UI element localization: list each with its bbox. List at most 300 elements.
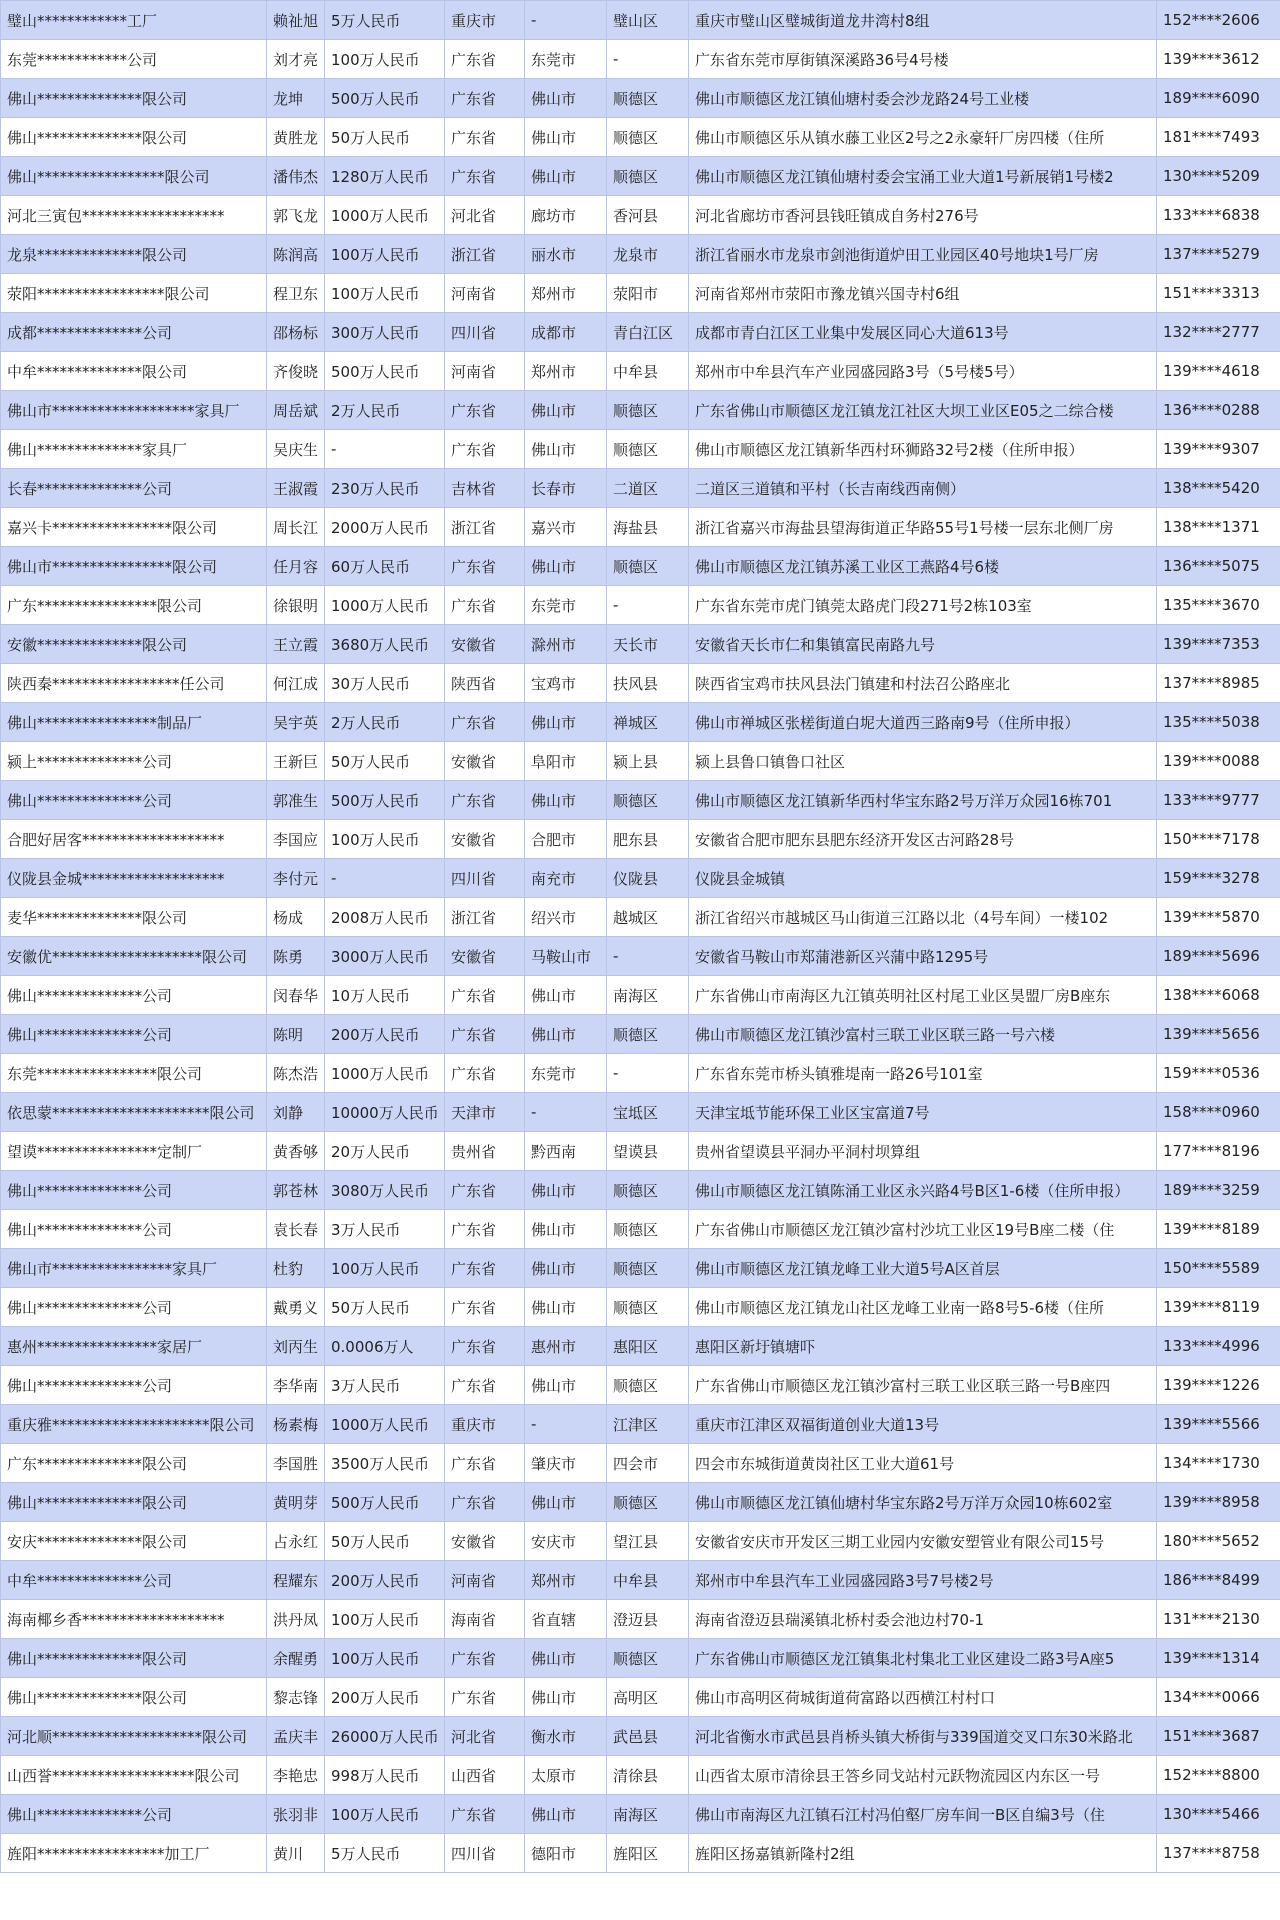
cell-company: 佛山市****************家具厂 <box>1 1249 267 1288</box>
cell-city: 佛山市 <box>525 781 607 820</box>
cell-capital: 100万人民币 <box>325 1600 445 1639</box>
table-row <box>1 235 1280 274</box>
cell-province: 安徽省 <box>445 820 525 859</box>
cell-province: 四川省 <box>445 313 525 352</box>
cell-district: 惠阳区 <box>607 1327 689 1366</box>
cell-capital: 100万人民币 <box>325 235 445 274</box>
cell-person: 闵春华 <box>267 976 325 1015</box>
cell-phone: 139****3612 <box>1157 40 1280 79</box>
cell-city: 太原市 <box>525 1756 607 1795</box>
cell-phone: 131****2130 <box>1157 1600 1280 1639</box>
cell-city: 廊坊市 <box>525 196 607 235</box>
cell-person: 李华南 <box>267 1366 325 1405</box>
table-row <box>1 391 1280 430</box>
cell-address: 佛山市顺德区龙江镇新华西村环狮路32号2楼（住所申报） <box>689 430 1157 469</box>
cell-address: 安徽省安庆市开发区三期工业园内安徽安塑管业有限公司15号 <box>689 1522 1157 1561</box>
cell-person: 黄明芽 <box>267 1483 325 1522</box>
cell-address: 安徽省天长市仁和集镇富民南路九号 <box>689 625 1157 664</box>
cell-company: 佛山市*******************家具厂 <box>1 391 267 430</box>
cell-address: 佛山市顺德区龙江镇龙峰工业大道5号A区首层 <box>689 1249 1157 1288</box>
cell-district: 顺德区 <box>607 157 689 196</box>
cell-district: 顺德区 <box>607 1639 689 1678</box>
cell-district: 南海区 <box>607 976 689 1015</box>
cell-city: 南充市 <box>525 859 607 898</box>
cell-city: 佛山市 <box>525 430 607 469</box>
cell-city: 东莞市 <box>525 1054 607 1093</box>
cell-city: 长春市 <box>525 469 607 508</box>
cell-district: 望江县 <box>607 1522 689 1561</box>
cell-phone: 150****5589 <box>1157 1249 1280 1288</box>
table-row <box>1 430 1280 469</box>
cell-address: 佛山市顺德区龙江镇陈涌工业区永兴路4号B区1-6楼（住所申报） <box>689 1171 1157 1210</box>
cell-company: 佛山**************限公司 <box>1 1678 267 1717</box>
cell-city: 佛山市 <box>525 157 607 196</box>
cell-capital: 50万人民币 <box>325 742 445 781</box>
cell-phone: 139****1226 <box>1157 1366 1280 1405</box>
cell-capital: 2008万人民币 <box>325 898 445 937</box>
cell-city: 省直辖 <box>525 1600 607 1639</box>
cell-company: 荥阳*****************限公司 <box>1 274 267 313</box>
cell-company: 长春**************公司 <box>1 469 267 508</box>
cell-person: 杨素梅 <box>267 1405 325 1444</box>
cell-city: 佛山市 <box>525 547 607 586</box>
table-row <box>1 1171 1280 1210</box>
cell-district: 四会市 <box>607 1444 689 1483</box>
cell-company: 安徽优********************限公司 <box>1 937 267 976</box>
cell-capital: 60万人民币 <box>325 547 445 586</box>
cell-address: 海南省澄迈县瑞溪镇北桥村委会池边村70-1 <box>689 1600 1157 1639</box>
table-row <box>1 781 1280 820</box>
cell-person: 郭苍林 <box>267 1171 325 1210</box>
cell-capital: 230万人民币 <box>325 469 445 508</box>
table-row <box>1 547 1280 586</box>
cell-province: 广东省 <box>445 1678 525 1717</box>
cell-district: 顺德区 <box>607 430 689 469</box>
cell-capital: 5万人民币 <box>325 1834 445 1873</box>
cell-capital: 100万人民币 <box>325 40 445 79</box>
cell-city: 绍兴市 <box>525 898 607 937</box>
cell-province: 陕西省 <box>445 664 525 703</box>
cell-city: 佛山市 <box>525 703 607 742</box>
cell-phone: 130****5209 <box>1157 157 1280 196</box>
cell-company: 陕西秦*****************任公司 <box>1 664 267 703</box>
cell-company: 安庆**************限公司 <box>1 1522 267 1561</box>
cell-city: 滁州市 <box>525 625 607 664</box>
cell-province: 广东省 <box>445 781 525 820</box>
cell-address: 旌阳区扬嘉镇新隆村2组 <box>689 1834 1157 1873</box>
cell-person: 李付元 <box>267 859 325 898</box>
cell-city: 东莞市 <box>525 40 607 79</box>
cell-city: 衡水市 <box>525 1717 607 1756</box>
cell-address: 浙江省绍兴市越城区马山街道三江路以北（4号车间）一楼102 <box>689 898 1157 937</box>
table-row <box>1 1483 1280 1522</box>
table-row <box>1 1210 1280 1249</box>
cell-phone: 133****9777 <box>1157 781 1280 820</box>
cell-address: 安徽省马鞍山市郑蒲港新区兴蒲中路1295号 <box>689 937 1157 976</box>
cell-district: 顺德区 <box>607 1366 689 1405</box>
table-row <box>1 1639 1280 1678</box>
cell-province: 广东省 <box>445 1171 525 1210</box>
cell-company: 佛山**************限公司 <box>1 1483 267 1522</box>
table-row <box>1 586 1280 625</box>
cell-address: 颍上县鲁口镇鲁口社区 <box>689 742 1157 781</box>
table-row <box>1 976 1280 1015</box>
cell-person: 何江成 <box>267 664 325 703</box>
cell-phone: 139****5656 <box>1157 1015 1280 1054</box>
cell-person: 黎志锋 <box>267 1678 325 1717</box>
cell-capital: 3680万人民币 <box>325 625 445 664</box>
cell-capital: 1000万人民币 <box>325 1405 445 1444</box>
cell-person: 黄胜龙 <box>267 118 325 157</box>
cell-city: 佛山市 <box>525 1639 607 1678</box>
cell-person: 王新巨 <box>267 742 325 781</box>
table-row <box>1 40 1280 79</box>
cell-district: - <box>607 1054 689 1093</box>
cell-person: 黄香够 <box>267 1132 325 1171</box>
table-row <box>1 937 1280 976</box>
cell-phone: 139****8189 <box>1157 1210 1280 1249</box>
cell-capital: 5万人民币 <box>325 1 445 40</box>
cell-capital: 3000万人民币 <box>325 937 445 976</box>
cell-address: 广东省佛山市顺德区龙江镇集北村集北工业区建设二路3号A座5 <box>689 1639 1157 1678</box>
table-row <box>1 1093 1280 1132</box>
cell-capital: 30万人民币 <box>325 664 445 703</box>
cell-address: 二道区三道镇和平村（长吉南线西南侧） <box>689 469 1157 508</box>
cell-capital: 0.0006万人 <box>325 1327 445 1366</box>
cell-city: 佛山市 <box>525 976 607 1015</box>
cell-person: 李国胜 <box>267 1444 325 1483</box>
cell-person: 杜豹 <box>267 1249 325 1288</box>
cell-address: 佛山市顺德区乐从镇水藤工业区2号之2永豪轩厂房四楼（住所 <box>689 118 1157 157</box>
cell-company: 山西誉*******************限公司 <box>1 1756 267 1795</box>
cell-phone: 137****8985 <box>1157 664 1280 703</box>
cell-person: 袁长春 <box>267 1210 325 1249</box>
table-row <box>1 118 1280 157</box>
cell-company: 中牟**************公司 <box>1 1561 267 1600</box>
cell-city: 佛山市 <box>525 79 607 118</box>
cell-company: 仪陇县金城******************* <box>1 859 267 898</box>
cell-address: 广东省东莞市虎门镇莞太路虎门段271号2栋103室 <box>689 586 1157 625</box>
cell-company: 佛山**************公司 <box>1 781 267 820</box>
cell-address: 佛山市顺德区龙江镇仙塘村委会沙龙路24号工业楼 <box>689 79 1157 118</box>
cell-capital: 1000万人民币 <box>325 196 445 235</box>
cell-address: 广东省佛山市顺德区龙江镇沙富村三联工业区联三路一号B座四 <box>689 1366 1157 1405</box>
cell-phone: 186****8499 <box>1157 1561 1280 1600</box>
cell-address: 山西省太原市清徐县王答乡同戈站村元跃物流园区内东区一号 <box>689 1756 1157 1795</box>
cell-capital: 2000万人民币 <box>325 508 445 547</box>
cell-district: 仪陇县 <box>607 859 689 898</box>
cell-address: 佛山市顺德区龙江镇新华西村华宝东路2号万洋万众园16栋701 <box>689 781 1157 820</box>
cell-phone: 136****5075 <box>1157 547 1280 586</box>
cell-capital: 3080万人民币 <box>325 1171 445 1210</box>
cell-district: 宝坻区 <box>607 1093 689 1132</box>
cell-company: 海南椰乡香******************* <box>1 1600 267 1639</box>
cell-phone: 133****4996 <box>1157 1327 1280 1366</box>
table-row <box>1 469 1280 508</box>
cell-person: 赖祉旭 <box>267 1 325 40</box>
cell-person: 洪丹凤 <box>267 1600 325 1639</box>
cell-address: 广东省东莞市厚街镇深溪路36号4号楼 <box>689 40 1157 79</box>
cell-person: 陈勇 <box>267 937 325 976</box>
cell-province: 广东省 <box>445 1210 525 1249</box>
cell-district: 肥东县 <box>607 820 689 859</box>
cell-phone: 189****6090 <box>1157 79 1280 118</box>
cell-company: 璧山************工厂 <box>1 1 267 40</box>
cell-province: 广东省 <box>445 118 525 157</box>
cell-phone: 135****5038 <box>1157 703 1280 742</box>
cell-company: 佛山**************公司 <box>1 1210 267 1249</box>
cell-capital: 500万人民币 <box>325 1483 445 1522</box>
cell-city: 佛山市 <box>525 1288 607 1327</box>
cell-capital: 10万人民币 <box>325 976 445 1015</box>
cell-person: 刘才亮 <box>267 40 325 79</box>
cell-phone: 139****7353 <box>1157 625 1280 664</box>
table-row <box>1 1834 1280 1873</box>
table-row <box>1 1678 1280 1717</box>
cell-phone: 134****0066 <box>1157 1678 1280 1717</box>
cell-city: 佛山市 <box>525 1249 607 1288</box>
cell-company: 佛山*****************限公司 <box>1 157 267 196</box>
cell-person: 王淑霞 <box>267 469 325 508</box>
cell-province: 广东省 <box>445 586 525 625</box>
cell-district: 澄迈县 <box>607 1600 689 1639</box>
cell-province: 贵州省 <box>445 1132 525 1171</box>
cell-address: 安徽省合肥市肥东县肥东经济开发区古河路28号 <box>689 820 1157 859</box>
cell-province: 广东省 <box>445 157 525 196</box>
cell-district: 望谟县 <box>607 1132 689 1171</box>
cell-city: 合肥市 <box>525 820 607 859</box>
cell-address: 河北省衡水市武邑县肖桥头镇大桥街与339国道交叉口东30米路北 <box>689 1717 1157 1756</box>
cell-phone: 189****3259 <box>1157 1171 1280 1210</box>
cell-province: 河南省 <box>445 352 525 391</box>
cell-company: 佛山**************公司 <box>1 1015 267 1054</box>
cell-phone: 158****0960 <box>1157 1093 1280 1132</box>
cell-address: 天津宝坻节能环保工业区宝富道7号 <box>689 1093 1157 1132</box>
table-row <box>1 1795 1280 1834</box>
cell-address: 佛山市顺德区龙江镇仙塘村委会宝涌工业大道1号新展销1号楼2 <box>689 157 1157 196</box>
cell-phone: 151****3687 <box>1157 1717 1280 1756</box>
cell-phone: 138****6068 <box>1157 976 1280 1015</box>
cell-person: 张羽非 <box>267 1795 325 1834</box>
cell-address: 成都市青白江区工业集中发展区同心大道613号 <box>689 313 1157 352</box>
table-row <box>1 1288 1280 1327</box>
table-row <box>1 742 1280 781</box>
cell-district: 龙泉市 <box>607 235 689 274</box>
cell-capital: 100万人民币 <box>325 820 445 859</box>
cell-province: 河南省 <box>445 1561 525 1600</box>
cell-phone: 139****5870 <box>1157 898 1280 937</box>
cell-address: 佛山市顺德区龙江镇苏溪工业区工燕路4号6楼 <box>689 547 1157 586</box>
cell-city: 肇庆市 <box>525 1444 607 1483</box>
cell-capital: 3万人民币 <box>325 1366 445 1405</box>
cell-district: 香河县 <box>607 196 689 235</box>
cell-district: 江津区 <box>607 1405 689 1444</box>
cell-province: 浙江省 <box>445 898 525 937</box>
cell-phone: 181****7493 <box>1157 118 1280 157</box>
cell-address: 河南省郑州市荥阳市豫龙镇兴国寺村6组 <box>689 274 1157 313</box>
cell-capital: 2万人民币 <box>325 391 445 430</box>
cell-district: - <box>607 40 689 79</box>
cell-city: 佛山市 <box>525 1795 607 1834</box>
cell-person: 余醒勇 <box>267 1639 325 1678</box>
cell-province: 广东省 <box>445 40 525 79</box>
cell-capital: 500万人民币 <box>325 79 445 118</box>
cell-company: 惠州****************家居厂 <box>1 1327 267 1366</box>
cell-phone: 136****0288 <box>1157 391 1280 430</box>
cell-company: 佛山**************公司 <box>1 1288 267 1327</box>
table-row <box>1 820 1280 859</box>
table-row <box>1 79 1280 118</box>
cell-district: 扶风县 <box>607 664 689 703</box>
cell-city: 郑州市 <box>525 352 607 391</box>
cell-district: 顺德区 <box>607 1210 689 1249</box>
cell-city: - <box>525 1093 607 1132</box>
table-row <box>1 352 1280 391</box>
cell-province: 重庆市 <box>445 1405 525 1444</box>
cell-city: 郑州市 <box>525 1561 607 1600</box>
cell-capital: 1280万人民币 <box>325 157 445 196</box>
cell-address: 贵州省望谟县平洞办平洞村坝算组 <box>689 1132 1157 1171</box>
cell-address: 河北省廊坊市香河县钱旺镇成自务村276号 <box>689 196 1157 235</box>
cell-province: 重庆市 <box>445 1 525 40</box>
cell-province: 安徽省 <box>445 1522 525 1561</box>
cell-person: 程耀东 <box>267 1561 325 1600</box>
cell-address: 郑州市中牟县汽车产业园盛园路3号（5号楼5号） <box>689 352 1157 391</box>
cell-province: 广东省 <box>445 79 525 118</box>
table-row <box>1 196 1280 235</box>
cell-person: 刘丙生 <box>267 1327 325 1366</box>
cell-capital: - <box>325 430 445 469</box>
cell-person: 周岳斌 <box>267 391 325 430</box>
cell-company: 龙泉**************限公司 <box>1 235 267 274</box>
cell-phone: 159****0536 <box>1157 1054 1280 1093</box>
cell-province: 广东省 <box>445 1327 525 1366</box>
cell-city: 嘉兴市 <box>525 508 607 547</box>
cell-person: 戴勇义 <box>267 1288 325 1327</box>
cell-district: 璧山区 <box>607 1 689 40</box>
cell-person: 邵杨标 <box>267 313 325 352</box>
table-row <box>1 1444 1280 1483</box>
cell-company: 成都**************公司 <box>1 313 267 352</box>
cell-phone: 135****3670 <box>1157 586 1280 625</box>
cell-city: 黔西南 <box>525 1132 607 1171</box>
cell-province: 广东省 <box>445 1639 525 1678</box>
cell-phone: 177****8196 <box>1157 1132 1280 1171</box>
cell-company: 东莞************公司 <box>1 40 267 79</box>
cell-city: 阜阳市 <box>525 742 607 781</box>
cell-person: 周长江 <box>267 508 325 547</box>
cell-city: 佛山市 <box>525 1015 607 1054</box>
cell-district: - <box>607 586 689 625</box>
cell-company: 佛山****************制品厂 <box>1 703 267 742</box>
cell-phone: 139****8119 <box>1157 1288 1280 1327</box>
cell-city: 佛山市 <box>525 1366 607 1405</box>
cell-province: 广东省 <box>445 1054 525 1093</box>
cell-province: 广东省 <box>445 547 525 586</box>
cell-person: 李艳忠 <box>267 1756 325 1795</box>
cell-address: 惠阳区新圩镇塘吓 <box>689 1327 1157 1366</box>
cell-district: 旌阳区 <box>607 1834 689 1873</box>
cell-capital: 50万人民币 <box>325 1288 445 1327</box>
cell-phone: 137****5279 <box>1157 235 1280 274</box>
cell-district: 顺德区 <box>607 1483 689 1522</box>
cell-province: 广东省 <box>445 1366 525 1405</box>
table-row <box>1 1015 1280 1054</box>
cell-capital: 50万人民币 <box>325 1522 445 1561</box>
table-row <box>1 1132 1280 1171</box>
cell-address: 重庆市璧山区璧城街道龙井湾村8组 <box>689 1 1157 40</box>
cell-capital: 998万人民币 <box>325 1756 445 1795</box>
cell-address: 广东省佛山市南海区九江镇英明社区村尾工业区昊盟厂房B座东 <box>689 976 1157 1015</box>
cell-phone: 159****3278 <box>1157 859 1280 898</box>
table-row <box>1 274 1280 313</box>
cell-province: 广东省 <box>445 430 525 469</box>
cell-address: 仪陇县金城镇 <box>689 859 1157 898</box>
cell-district: 顺德区 <box>607 781 689 820</box>
cell-person: 齐俊晓 <box>267 352 325 391</box>
cell-district: 颍上县 <box>607 742 689 781</box>
cell-address: 重庆市江津区双福街道创业大道13号 <box>689 1405 1157 1444</box>
cell-district: 中牟县 <box>607 1561 689 1600</box>
cell-company: 望谟****************定制厂 <box>1 1132 267 1171</box>
cell-company: 颍上**************公司 <box>1 742 267 781</box>
cell-address: 浙江省丽水市龙泉市剑池街道炉田工业园区40号地块1号厂房 <box>689 235 1157 274</box>
cell-person: 龙坤 <box>267 79 325 118</box>
cell-capital: 100万人民币 <box>325 1795 445 1834</box>
table-row <box>1 157 1280 196</box>
cell-phone: 133****6838 <box>1157 196 1280 235</box>
table-row <box>1 664 1280 703</box>
cell-address: 佛山市高明区荷城街道荷富路以西横江村村口 <box>689 1678 1157 1717</box>
cell-person: 郭准生 <box>267 781 325 820</box>
cell-capital: 2万人民币 <box>325 703 445 742</box>
cell-district: 青白江区 <box>607 313 689 352</box>
cell-person: 任月容 <box>267 547 325 586</box>
cell-city: 佛山市 <box>525 118 607 157</box>
cell-person: 王立霞 <box>267 625 325 664</box>
cell-address: 佛山市顺德区龙江镇龙山社区龙峰工业南一路8号5-6楼（住所 <box>689 1288 1157 1327</box>
cell-capital: 3500万人民币 <box>325 1444 445 1483</box>
cell-capital: 100万人民币 <box>325 1249 445 1288</box>
cell-company: 嘉兴卡****************限公司 <box>1 508 267 547</box>
cell-district: 顺德区 <box>607 1288 689 1327</box>
cell-province: 广东省 <box>445 1444 525 1483</box>
cell-address: 广东省东莞市桥头镇雅堤南一路26号101室 <box>689 1054 1157 1093</box>
cell-address: 郑州市中牟县汽车工业园盛园路3号7号楼2号 <box>689 1561 1157 1600</box>
cell-address: 四会市东城街道黄岗社区工业大道61号 <box>689 1444 1157 1483</box>
cell-capital: 1000万人民币 <box>325 586 445 625</box>
table-row <box>1 1522 1280 1561</box>
cell-city: 成都市 <box>525 313 607 352</box>
cell-company: 佛山市****************限公司 <box>1 547 267 586</box>
cell-district: 天长市 <box>607 625 689 664</box>
table-row <box>1 1756 1280 1795</box>
table-row <box>1 898 1280 937</box>
cell-city: 惠州市 <box>525 1327 607 1366</box>
cell-district: 顺德区 <box>607 1249 689 1288</box>
cell-company: 东莞****************限公司 <box>1 1054 267 1093</box>
cell-province: 浙江省 <box>445 508 525 547</box>
table-row <box>1 859 1280 898</box>
cell-city: 郑州市 <box>525 274 607 313</box>
cell-capital: 26000万人民币 <box>325 1717 445 1756</box>
table-row <box>1 1600 1280 1639</box>
cell-company: 中牟**************限公司 <box>1 352 267 391</box>
cell-phone: 138****5420 <box>1157 469 1280 508</box>
cell-company: 佛山**************公司 <box>1 1366 267 1405</box>
table-body <box>1 1 1280 1873</box>
cell-phone: 134****1730 <box>1157 1444 1280 1483</box>
